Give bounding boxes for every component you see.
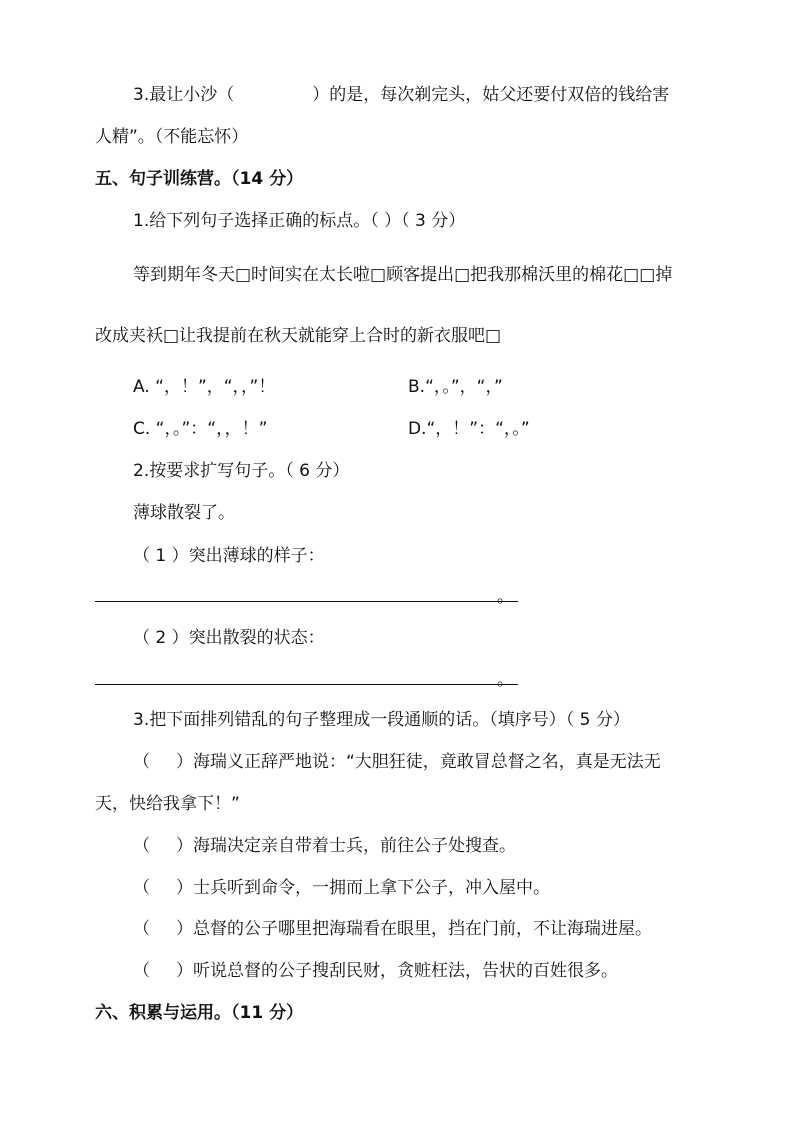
s5-q1-prompt: 1.给下列句子选择正确的标点。（ ）（ 3 分） xyxy=(133,211,466,231)
option-d[interactable]: D.“，！”：“，。” xyxy=(408,419,530,439)
s5-q1-sentence-line1: 等到期年冬天□时间实在太长啦□顾客提出□把我那棉沃里的棉花□□掉 xyxy=(133,265,673,285)
answer-line-1[interactable] xyxy=(95,601,518,602)
list-item: （ ）海瑞决定亲自带着士兵，前往公子处搜查。 xyxy=(133,836,516,856)
section-heading-5: 五、句子训练营。（14 分） xyxy=(95,169,304,189)
answer-line-1-period: 。 xyxy=(497,587,514,607)
section-heading-6: 六、积累与运用。（11 分） xyxy=(95,1003,304,1023)
list-item: （ ）听说总督的公子搜刮民财，贪赃枉法，告状的百姓很多。 xyxy=(133,961,618,981)
list-item-text: 海瑞决定亲自带着士兵，前往公子处搜查。 xyxy=(193,836,516,856)
s5-q2-sub2: （ 2 ）突出散裂的状态： xyxy=(133,628,325,648)
q4-item3-prefix: 3.最让小沙（ xyxy=(133,85,235,105)
s5-q2-prompt: 2.按要求扩写句子。（ 6 分） xyxy=(133,461,350,481)
s5-q2-sub1: （ 1 ）突出薄球的样子： xyxy=(133,546,325,566)
list-item: （ ）海瑞义正辞严地说：“大胆狂徒，竟敢冒总督之名，真是无法无 xyxy=(133,752,661,772)
list-item: （ ）总督的公子哪里把海瑞看在眼里，挡在门前，不让海瑞进屋。 xyxy=(133,919,652,939)
q4-item3-suffix: ）的是，每次剃完头，姑父还要付双倍的钱给害 xyxy=(312,85,670,105)
option-c[interactable]: C. “，。”：“，，！” xyxy=(133,419,268,439)
list-item: （ ）士兵听到命令，一拥而上拿下公子，冲入屋中。 xyxy=(133,878,550,898)
q4-item3-line1 xyxy=(133,84,669,106)
s5-q1-sentence-line2: 改成夹袄□让我提前在秋天就能穿上合时的新衣服吧□ xyxy=(95,326,502,346)
s5-q2-base-sentence: 薄球散裂了。 xyxy=(133,503,235,523)
list-item-text: 总督的公子哪里把海瑞看在眼里，挡在门前，不让海瑞进屋。 xyxy=(193,919,652,939)
answer-line-2-period: 。 xyxy=(497,670,514,690)
list-item-text: 士兵听到命令，一拥而上拿下公子，冲入屋中。 xyxy=(193,878,550,898)
option-b[interactable]: B.“，。”，“，” xyxy=(408,377,503,397)
answer-line-2[interactable] xyxy=(95,684,518,685)
q4-item3-line2: 人精”。（不能忘怀） xyxy=(95,127,249,147)
s5-q3-prompt: 3.把下面排列错乱的句子整理成一段通顺的话。（填序号）（ 5 分） xyxy=(133,710,630,730)
list-item-text: 听说总督的公子搜刮民财，贪赃枉法，告状的百姓很多。 xyxy=(193,961,618,981)
list-item-continuation: 天，快给我拿下！” xyxy=(95,794,240,814)
list-item-text: 海瑞义正辞严地说：“大胆狂徒，竟敢冒总督之名，真是无法无 xyxy=(193,752,661,772)
option-a[interactable]: A. “，！”，“，，”！ xyxy=(133,377,276,397)
